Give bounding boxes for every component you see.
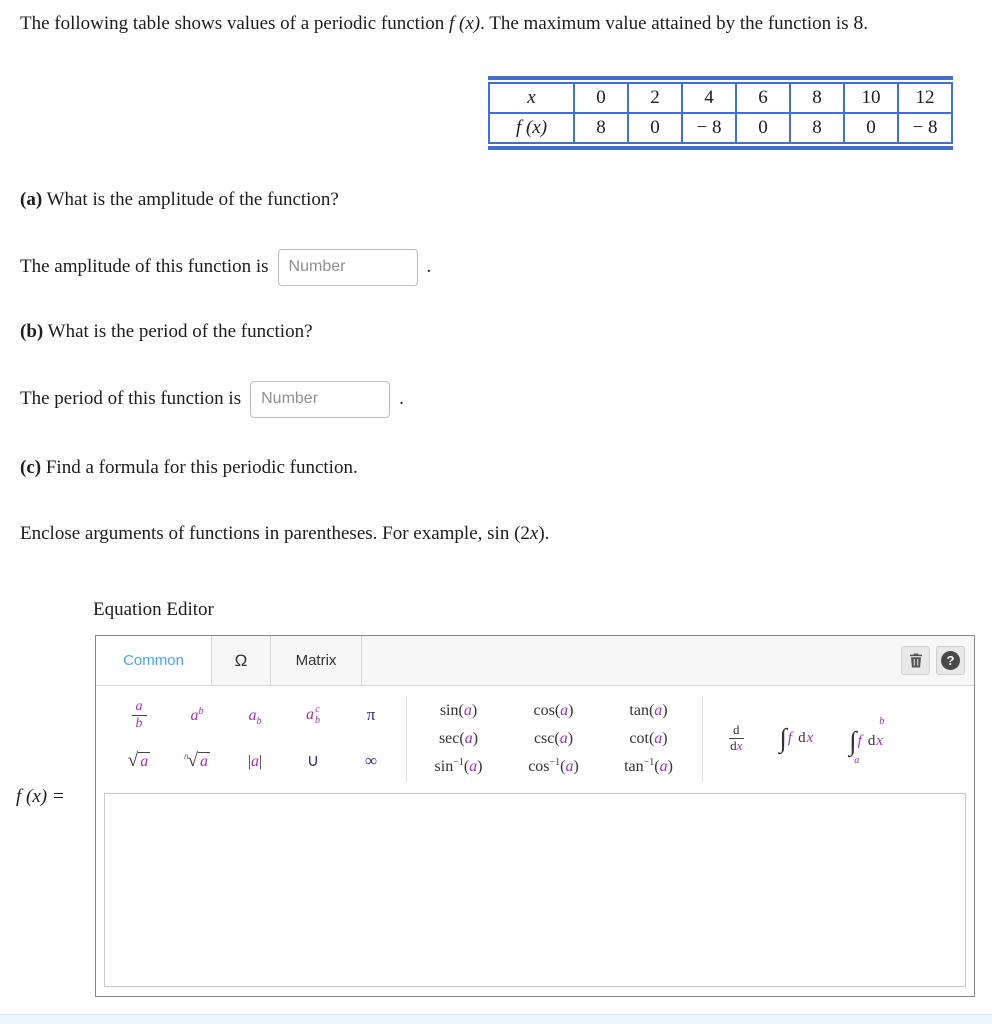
- fx-value-cell: − 8: [682, 113, 736, 143]
- x-value-cell: 2: [628, 83, 682, 113]
- period-input[interactable]: [250, 381, 390, 418]
- equation-editor-panel: [95, 635, 975, 997]
- fx-value-cell: − 8: [898, 113, 952, 143]
- delete-button[interactable]: [901, 646, 930, 675]
- x-value-cell: 8: [790, 83, 844, 113]
- union-button[interactable]: ∪: [303, 751, 323, 772]
- x-value-cell: 6: [736, 83, 790, 113]
- pi-button[interactable]: π: [363, 705, 380, 726]
- next-section-divider: [0, 1014, 992, 1024]
- tan-button[interactable]: tan(a): [625, 701, 671, 721]
- fx-value-cell: 0: [628, 113, 682, 143]
- table-row-fx: [489, 113, 952, 143]
- fx-value-cell: 8: [790, 113, 844, 143]
- abs-button[interactable]: |a|: [244, 752, 266, 772]
- cos-button[interactable]: cos(a): [530, 701, 578, 721]
- tab-symbols[interactable]: Ω: [212, 636, 271, 685]
- x-value-cell: 0: [574, 83, 628, 113]
- power-subscript-button[interactable]: a c b: [302, 704, 324, 727]
- syntax-instruction: Enclose arguments of functions in parentheses. For example, sin (2x).: [20, 523, 550, 544]
- arccos-button[interactable]: $\cos^{-1}(a)$: [524, 757, 583, 777]
- amplitude-input[interactable]: [278, 249, 418, 286]
- period-answer-row: [20, 379, 404, 419]
- period-answer-prefix: The period of this function is: [20, 388, 242, 409]
- function-values-table: [488, 76, 953, 150]
- fx-equals-label: f (x) =: [16, 786, 65, 807]
- arcsin-button[interactable]: $\sin^{-1}(a)$: [431, 757, 487, 777]
- calculus-group: [725, 710, 888, 767]
- power-button[interactable]: $a^b$: [187, 706, 208, 726]
- fraction-button[interactable]: $\frac{a}{b}$: [128, 698, 151, 733]
- amplitude-answer-row: [20, 247, 431, 287]
- x-value-cell: 12: [898, 83, 952, 113]
- part-a-question: (a) What is the amplitude of the function?: [20, 189, 339, 210]
- table-header-fx: f (x): [489, 113, 574, 143]
- sentence-period: .: [426, 256, 432, 277]
- fx-value-cell: 0: [844, 113, 898, 143]
- x-value-cell: 10: [844, 83, 898, 113]
- fx-value-cell: 8: [574, 113, 628, 143]
- table-row-x: [489, 83, 952, 113]
- arctan-button[interactable]: $\tan^{-1}(a)$: [620, 757, 677, 777]
- definite-integral-button[interactable]: b ∫ f d x a: [845, 710, 888, 767]
- equation-editor-toolbar: [96, 636, 974, 686]
- tab-matrix[interactable]: Matrix: [271, 636, 362, 685]
- part-b-question: (b) What is the period of the function?: [20, 321, 313, 342]
- amplitude-answer-prefix: The amplitude of this function is: [20, 256, 269, 277]
- integral-button[interactable]: ∫ f d x: [776, 724, 818, 753]
- equation-editor-title: Equation Editor: [93, 599, 214, 620]
- fx-value-cell: 0: [736, 113, 790, 143]
- basic-symbols-group: [110, 693, 402, 785]
- trash-icon: [909, 653, 923, 668]
- table-header-x: x: [489, 83, 574, 113]
- csc-button[interactable]: csc(a): [530, 729, 577, 749]
- subscript-button[interactable]: $a_b$: [245, 706, 266, 726]
- sec-button[interactable]: sec(a): [435, 729, 482, 749]
- group-divider: [702, 696, 703, 782]
- sin-button[interactable]: sin(a): [436, 701, 481, 721]
- math-button-area: [96, 686, 974, 791]
- help-icon: ?: [941, 651, 960, 670]
- help-button[interactable]: [936, 646, 965, 675]
- problem-statement: The following table shows values of a periodic function f (x). The maximum value attained by the function is 8.: [20, 12, 869, 34]
- infinity-button[interactable]: ∞: [361, 751, 381, 772]
- example-function: sin (2: [487, 523, 530, 544]
- max-value: 8: [853, 12, 864, 34]
- tab-common[interactable]: Common: [96, 636, 212, 685]
- derivative-button[interactable]: $\frac{d}{dx}$: [725, 722, 748, 755]
- trig-functions-group: [411, 697, 698, 781]
- cot-button[interactable]: cot(a): [625, 729, 671, 749]
- x-value-cell: 4: [682, 83, 736, 113]
- formula-input[interactable]: [104, 793, 966, 987]
- sqrt-button[interactable]: √ a: [124, 750, 154, 773]
- nth-root-button[interactable]: $^n$√ a: [180, 750, 214, 773]
- part-c-question: (c) Find a formula for this periodic function.: [20, 457, 358, 478]
- fx-notation: f (x): [448, 13, 481, 34]
- sentence-period: .: [399, 388, 404, 409]
- problem-text: The following table shows values of a periodic function: [20, 13, 449, 34]
- toolbar-actions: [901, 646, 965, 675]
- group-divider: [406, 696, 407, 782]
